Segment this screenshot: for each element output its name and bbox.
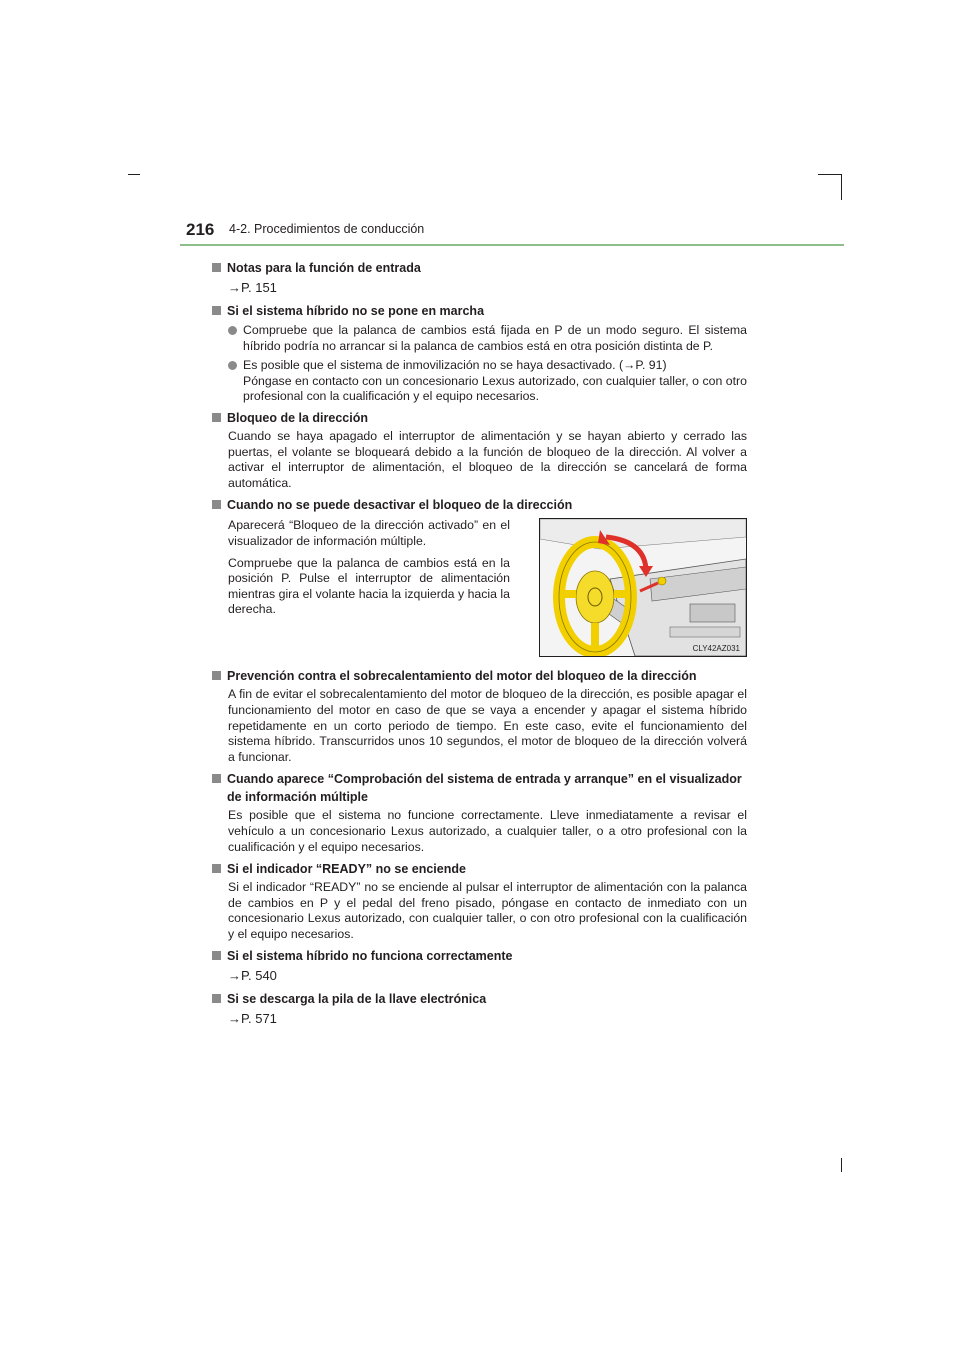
list-item: Es posible que el sistema de inmovilización no se haya desactivado. (→P. 91) Póngase en contacto con un concesionario Lexus autorizado, con cualquier taller, o con otro profesional con la cualificación y el equipo necesarios. (212, 358, 747, 405)
crop-mark (841, 1158, 842, 1172)
section-heading: Notas para la función de entrada (212, 259, 747, 277)
section-heading: Cuando no se puede desactivar el bloqueo de la dirección (212, 496, 747, 514)
section-heading: Bloqueo de la dirección (212, 409, 747, 427)
square-bullet-icon (212, 951, 221, 960)
section-body: A fin de evitar el sobrecalentamiento del motor de bloqueo de la dirección, es posible apagar el funcionamiento del motor en caso de que se vaya a encender y apagar el sistema híbrido repetidamente en un corto periodo de tiempo. En este caso, evite el funcionamiento del sistema híbrido. Transcurridos unos 10 segundos, el motor de bloqueo de la dirección volverá a funcionar. (228, 687, 747, 764)
section-heading: Si se descarga la pila de la llave electrónica (212, 990, 747, 1008)
round-bullet-icon (228, 361, 237, 370)
page-reference: →P. 571 (228, 1011, 277, 1027)
page-reference: →P. 540 (228, 968, 277, 984)
round-bullet-icon (228, 326, 237, 335)
section-entry-notes (212, 259, 747, 298)
section-ready-indicator (212, 860, 747, 942)
section-motor-overheat (212, 667, 747, 765)
list-item: Compruebe que la palanca de cambios está fijada en P de un modo seguro. El sistema híbrido podría no arrancar si la palanca de cambios está en otra posición distinta de P. (212, 323, 747, 354)
section-key-battery (212, 990, 747, 1029)
square-bullet-icon (212, 500, 221, 509)
section-entry-start-check (212, 770, 747, 855)
square-bullet-icon (212, 306, 221, 315)
square-bullet-icon (212, 413, 221, 422)
section-body: Si el indicador “READY” no se enciende al pulsar el interruptor de alimentación con la palanca de cambios en P y el pedal del freno pisado, póngase en contacto de inmediato con un concesionario Lexus autorizado, con cualquier taller, o con otro profesional con la cualificación y el equipo necesarios. (228, 880, 747, 941)
square-bullet-icon (212, 994, 221, 1003)
square-bullet-icon (212, 263, 221, 272)
section-hybrid-not-start (212, 302, 747, 405)
section-heading: Si el sistema híbrido no funciona correctamente (212, 947, 747, 965)
page-header (0, 0, 960, 260)
figure-code: CLY42AZ031 (692, 644, 740, 654)
steering-wheel-icon (540, 519, 746, 656)
paragraph: Compruebe que la palanca de cambios está en la posición P. Pulse el interruptor de alimentación mientras gira el volante hacia la izquierda y hacia la derecha. (228, 555, 510, 617)
section-body: Es posible que el sistema no funcione correctamente. Lleve inmediatamente a revisar el vehículo a un concesionario Lexus autorizado, a cualquier taller, o a otro profesional con la cualificación y el equipo necesarios. (228, 808, 747, 854)
section-hybrid-malfunction (212, 947, 747, 986)
section-heading: Si el sistema híbrido no se pone en marcha (212, 302, 747, 320)
page-content (212, 256, 747, 1033)
page-number: 216 (186, 220, 215, 239)
chapter-title: 4-2. Procedimientos de conducción (229, 222, 425, 236)
page-reference: →P. 151 (228, 280, 277, 295)
paragraph: Aparecerá “Bloqueo de la dirección activado” en el visualizador de información múltiple. (228, 518, 510, 548)
section-heading: Cuando aparece “Comprobación del sistema de entrada y arranque” en el visualizador de información múltiple (212, 770, 747, 806)
square-bullet-icon (212, 774, 221, 783)
square-bullet-icon (212, 864, 221, 873)
steering-wheel-illustration (539, 518, 747, 657)
section-heading: Si el indicador “READY” no se enciende (212, 860, 747, 878)
section-heading: Prevención contra el sobrecalentamiento del motor del bloqueo de la dirección (212, 667, 747, 685)
section-steering-lock (212, 409, 747, 491)
section-steering-lock-release (212, 496, 747, 657)
section-body: Cuando se haya apagado el interruptor de alimentación y se hayan abierto y cerrado las puertas, el volante se bloqueará debido a la función de bloqueo de la dirección. Al volver a activar el interruptor de alimentación, el bloqueo de la dirección se cancelará de forma automática. (228, 428, 747, 490)
header-rule (180, 244, 844, 246)
square-bullet-icon (212, 671, 221, 680)
